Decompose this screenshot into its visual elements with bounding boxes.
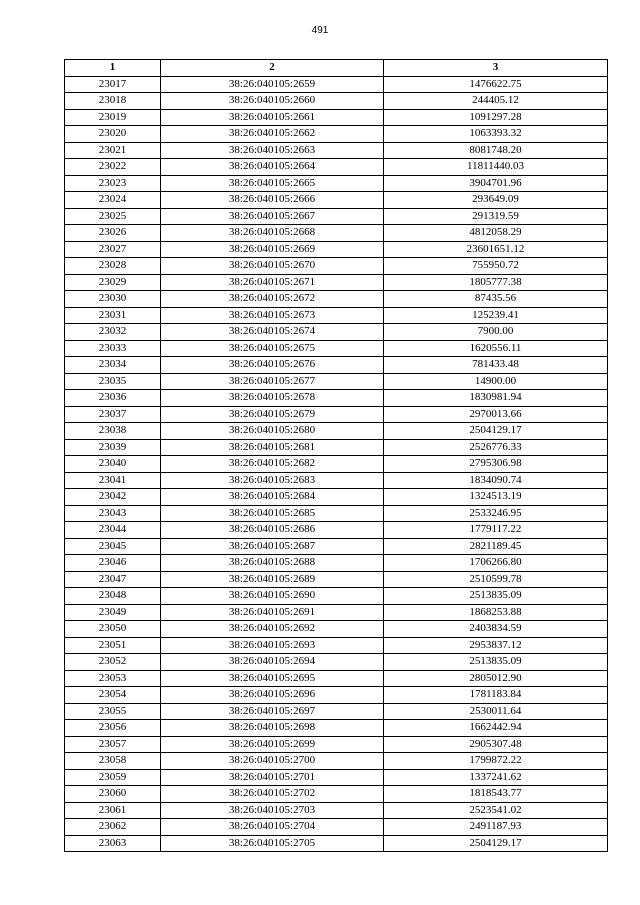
value-cell: 1476622.75 (384, 76, 608, 93)
table-row (65, 175, 608, 192)
row-number-cell: 23042 (65, 489, 161, 506)
cadastral-number-cell: 38:26:040105:2693 (161, 637, 384, 654)
row-number-cell: 23023 (65, 175, 161, 192)
row-number-cell: 23022 (65, 159, 161, 176)
table-row (65, 423, 608, 440)
table-row (65, 505, 608, 522)
row-number-cell: 23062 (65, 819, 161, 836)
table-row (65, 637, 608, 654)
value-cell: 2530011.64 (384, 703, 608, 720)
table-row (65, 571, 608, 588)
row-number-cell: 23024 (65, 192, 161, 209)
cadastral-number-cell: 38:26:040105:2690 (161, 588, 384, 605)
table-row (65, 456, 608, 473)
table-row (65, 390, 608, 407)
row-number-cell: 23032 (65, 324, 161, 341)
table-row (65, 159, 608, 176)
value-cell: 1337241.62 (384, 769, 608, 786)
row-number-cell: 23021 (65, 142, 161, 159)
table-row (65, 126, 608, 143)
value-cell: 2523541.02 (384, 802, 608, 819)
cadastral-number-cell: 38:26:040105:2696 (161, 687, 384, 704)
row-number-cell: 23041 (65, 472, 161, 489)
value-cell: 2795306.98 (384, 456, 608, 473)
row-number-cell: 23038 (65, 423, 161, 440)
value-cell: 2510599.78 (384, 571, 608, 588)
row-number-cell: 23059 (65, 769, 161, 786)
row-number-cell: 23033 (65, 340, 161, 357)
row-number-cell: 23029 (65, 274, 161, 291)
cadastral-number-cell: 38:26:040105:2675 (161, 340, 384, 357)
cadastral-number-cell: 38:26:040105:2666 (161, 192, 384, 209)
table-header-row (65, 60, 608, 77)
value-cell: 2533246.95 (384, 505, 608, 522)
value-cell: 1805777.38 (384, 274, 608, 291)
table-row (65, 76, 608, 93)
table-row (65, 373, 608, 390)
row-number-cell: 23020 (65, 126, 161, 143)
table-header (65, 60, 608, 77)
table-row (65, 753, 608, 770)
table-row (65, 225, 608, 242)
value-cell: 2403834.59 (384, 621, 608, 638)
row-number-cell: 23055 (65, 703, 161, 720)
cadastral-number-cell: 38:26:040105:2684 (161, 489, 384, 506)
value-cell: 2491187.93 (384, 819, 608, 836)
row-number-cell: 23047 (65, 571, 161, 588)
cadastral-number-cell: 38:26:040105:2700 (161, 753, 384, 770)
cadastral-number-cell: 38:26:040105:2704 (161, 819, 384, 836)
cadastral-number-cell: 38:26:040105:2688 (161, 555, 384, 572)
column-header-2: 2 (161, 60, 384, 77)
table-row (65, 687, 608, 704)
value-cell: 8081748.20 (384, 142, 608, 159)
data-table (64, 59, 608, 852)
row-number-cell: 23035 (65, 373, 161, 390)
cadastral-number-cell: 38:26:040105:2697 (161, 703, 384, 720)
cadastral-number-cell: 38:26:040105:2685 (161, 505, 384, 522)
cadastral-number-cell: 38:26:040105:2664 (161, 159, 384, 176)
table-row (65, 703, 608, 720)
value-cell: 1868253.88 (384, 604, 608, 621)
cadastral-number-cell: 38:26:040105:2667 (161, 208, 384, 225)
row-number-cell: 23053 (65, 670, 161, 687)
row-number-cell: 23048 (65, 588, 161, 605)
row-number-cell: 23049 (65, 604, 161, 621)
table-row (65, 736, 608, 753)
cadastral-number-cell: 38:26:040105:2671 (161, 274, 384, 291)
cadastral-number-cell: 38:26:040105:2659 (161, 76, 384, 93)
value-cell: 1799872.22 (384, 753, 608, 770)
table-row (65, 439, 608, 456)
row-number-cell: 23039 (65, 439, 161, 456)
row-number-cell: 23056 (65, 720, 161, 737)
table-row (65, 786, 608, 803)
value-cell: 1834090.74 (384, 472, 608, 489)
cadastral-number-cell: 38:26:040105:2698 (161, 720, 384, 737)
row-number-cell: 23028 (65, 258, 161, 275)
table-row (65, 142, 608, 159)
column-header-3: 3 (384, 60, 608, 77)
table-row (65, 489, 608, 506)
row-number-cell: 23031 (65, 307, 161, 324)
cadastral-number-cell: 38:26:040105:2673 (161, 307, 384, 324)
table-row (65, 241, 608, 258)
column-header-1: 1 (65, 60, 161, 77)
page-number: 491 (311, 25, 329, 36)
cadastral-number-cell: 38:26:040105:2692 (161, 621, 384, 638)
value-cell: 2953837.12 (384, 637, 608, 654)
table-row (65, 307, 608, 324)
cadastral-number-cell: 38:26:040105:2670 (161, 258, 384, 275)
table-row (65, 654, 608, 671)
cadastral-number-cell: 38:26:040105:2672 (161, 291, 384, 308)
value-cell: 23601651.12 (384, 241, 608, 258)
row-number-cell: 23043 (65, 505, 161, 522)
row-number-cell: 23034 (65, 357, 161, 374)
row-number-cell: 23044 (65, 522, 161, 539)
table-row (65, 720, 608, 737)
row-number-cell: 23046 (65, 555, 161, 572)
cadastral-number-cell: 38:26:040105:2677 (161, 373, 384, 390)
cadastral-number-cell: 38:26:040105:2681 (161, 439, 384, 456)
value-cell: 755950.72 (384, 258, 608, 275)
table-row (65, 835, 608, 852)
value-cell: 2526776.33 (384, 439, 608, 456)
cadastral-number-cell: 38:26:040105:2660 (161, 93, 384, 110)
cadastral-number-cell: 38:26:040105:2702 (161, 786, 384, 803)
table-row (65, 555, 608, 572)
value-cell: 291319.59 (384, 208, 608, 225)
value-cell: 7900.00 (384, 324, 608, 341)
table-row (65, 538, 608, 555)
value-cell: 1063393.32 (384, 126, 608, 143)
cadastral-number-cell: 38:26:040105:2705 (161, 835, 384, 852)
value-cell: 1781183.84 (384, 687, 608, 704)
row-number-cell: 23018 (65, 93, 161, 110)
value-cell: 2905307.48 (384, 736, 608, 753)
value-cell: 1324513.19 (384, 489, 608, 506)
cadastral-number-cell: 38:26:040105:2662 (161, 126, 384, 143)
table-row (65, 406, 608, 423)
cadastral-number-cell: 38:26:040105:2663 (161, 142, 384, 159)
table-row (65, 291, 608, 308)
value-cell: 2970013.66 (384, 406, 608, 423)
cadastral-number-cell: 38:26:040105:2689 (161, 571, 384, 588)
row-number-cell: 23054 (65, 687, 161, 704)
table-row (65, 192, 608, 209)
table-row (65, 357, 608, 374)
row-number-cell: 23063 (65, 835, 161, 852)
row-number-cell: 23061 (65, 802, 161, 819)
value-cell: 87435.56 (384, 291, 608, 308)
table-row (65, 208, 608, 225)
value-cell: 1818543.77 (384, 786, 608, 803)
value-cell: 4812058.29 (384, 225, 608, 242)
table-row (65, 604, 608, 621)
row-number-cell: 23036 (65, 390, 161, 407)
value-cell: 781433.48 (384, 357, 608, 374)
cadastral-number-cell: 38:26:040105:2676 (161, 357, 384, 374)
cadastral-number-cell: 38:26:040105:2701 (161, 769, 384, 786)
cadastral-number-cell: 38:26:040105:2703 (161, 802, 384, 819)
row-number-cell: 23050 (65, 621, 161, 638)
cadastral-number-cell: 38:26:040105:2668 (161, 225, 384, 242)
cadastral-number-cell: 38:26:040105:2691 (161, 604, 384, 621)
cadastral-number-cell: 38:26:040105:2687 (161, 538, 384, 555)
cadastral-number-cell: 38:26:040105:2661 (161, 109, 384, 126)
row-number-cell: 23060 (65, 786, 161, 803)
row-number-cell: 23037 (65, 406, 161, 423)
row-number-cell: 23040 (65, 456, 161, 473)
cadastral-number-cell: 38:26:040105:2679 (161, 406, 384, 423)
value-cell: 2504129.17 (384, 423, 608, 440)
cadastral-number-cell: 38:26:040105:2699 (161, 736, 384, 753)
cadastral-number-cell: 38:26:040105:2678 (161, 390, 384, 407)
value-cell: 1706266.80 (384, 555, 608, 572)
row-number-cell: 23019 (65, 109, 161, 126)
value-cell: 2805012.90 (384, 670, 608, 687)
value-cell: 2504129.17 (384, 835, 608, 852)
row-number-cell: 23058 (65, 753, 161, 770)
table-row (65, 109, 608, 126)
cadastral-number-cell: 38:26:040105:2695 (161, 670, 384, 687)
table-row (65, 340, 608, 357)
row-number-cell: 23045 (65, 538, 161, 555)
value-cell: 2513835.09 (384, 588, 608, 605)
value-cell: 1779117.22 (384, 522, 608, 539)
table-row (65, 324, 608, 341)
row-number-cell: 23052 (65, 654, 161, 671)
table-row (65, 93, 608, 110)
table-row (65, 819, 608, 836)
row-number-cell: 23051 (65, 637, 161, 654)
table-row (65, 769, 608, 786)
value-cell: 3904701.96 (384, 175, 608, 192)
row-number-cell: 23017 (65, 76, 161, 93)
cadastral-number-cell: 38:26:040105:2674 (161, 324, 384, 341)
cadastral-number-cell: 38:26:040105:2665 (161, 175, 384, 192)
row-number-cell: 23057 (65, 736, 161, 753)
cadastral-number-cell: 38:26:040105:2682 (161, 456, 384, 473)
cadastral-number-cell: 38:26:040105:2669 (161, 241, 384, 258)
value-cell: 1620556.11 (384, 340, 608, 357)
value-cell: 2821189.45 (384, 538, 608, 555)
value-cell: 1662442.94 (384, 720, 608, 737)
cadastral-number-cell: 38:26:040105:2694 (161, 654, 384, 671)
value-cell: 125239.41 (384, 307, 608, 324)
row-number-cell: 23026 (65, 225, 161, 242)
table-row (65, 522, 608, 539)
table-row (65, 802, 608, 819)
table-row (65, 258, 608, 275)
value-cell: 14900.00 (384, 373, 608, 390)
table-body (65, 76, 608, 852)
row-number-cell: 23027 (65, 241, 161, 258)
table-row (65, 621, 608, 638)
row-number-cell: 23025 (65, 208, 161, 225)
value-cell: 293649.09 (384, 192, 608, 209)
table-row (65, 472, 608, 489)
value-cell: 2513835.09 (384, 654, 608, 671)
value-cell: 244405.12 (384, 93, 608, 110)
table-row (65, 588, 608, 605)
cadastral-number-cell: 38:26:040105:2680 (161, 423, 384, 440)
table-row (65, 274, 608, 291)
cadastral-number-cell: 38:26:040105:2686 (161, 522, 384, 539)
value-cell: 1091297.28 (384, 109, 608, 126)
value-cell: 11811440.03 (384, 159, 608, 176)
value-cell: 1830981.94 (384, 390, 608, 407)
cadastral-number-cell: 38:26:040105:2683 (161, 472, 384, 489)
row-number-cell: 23030 (65, 291, 161, 308)
table-row (65, 670, 608, 687)
